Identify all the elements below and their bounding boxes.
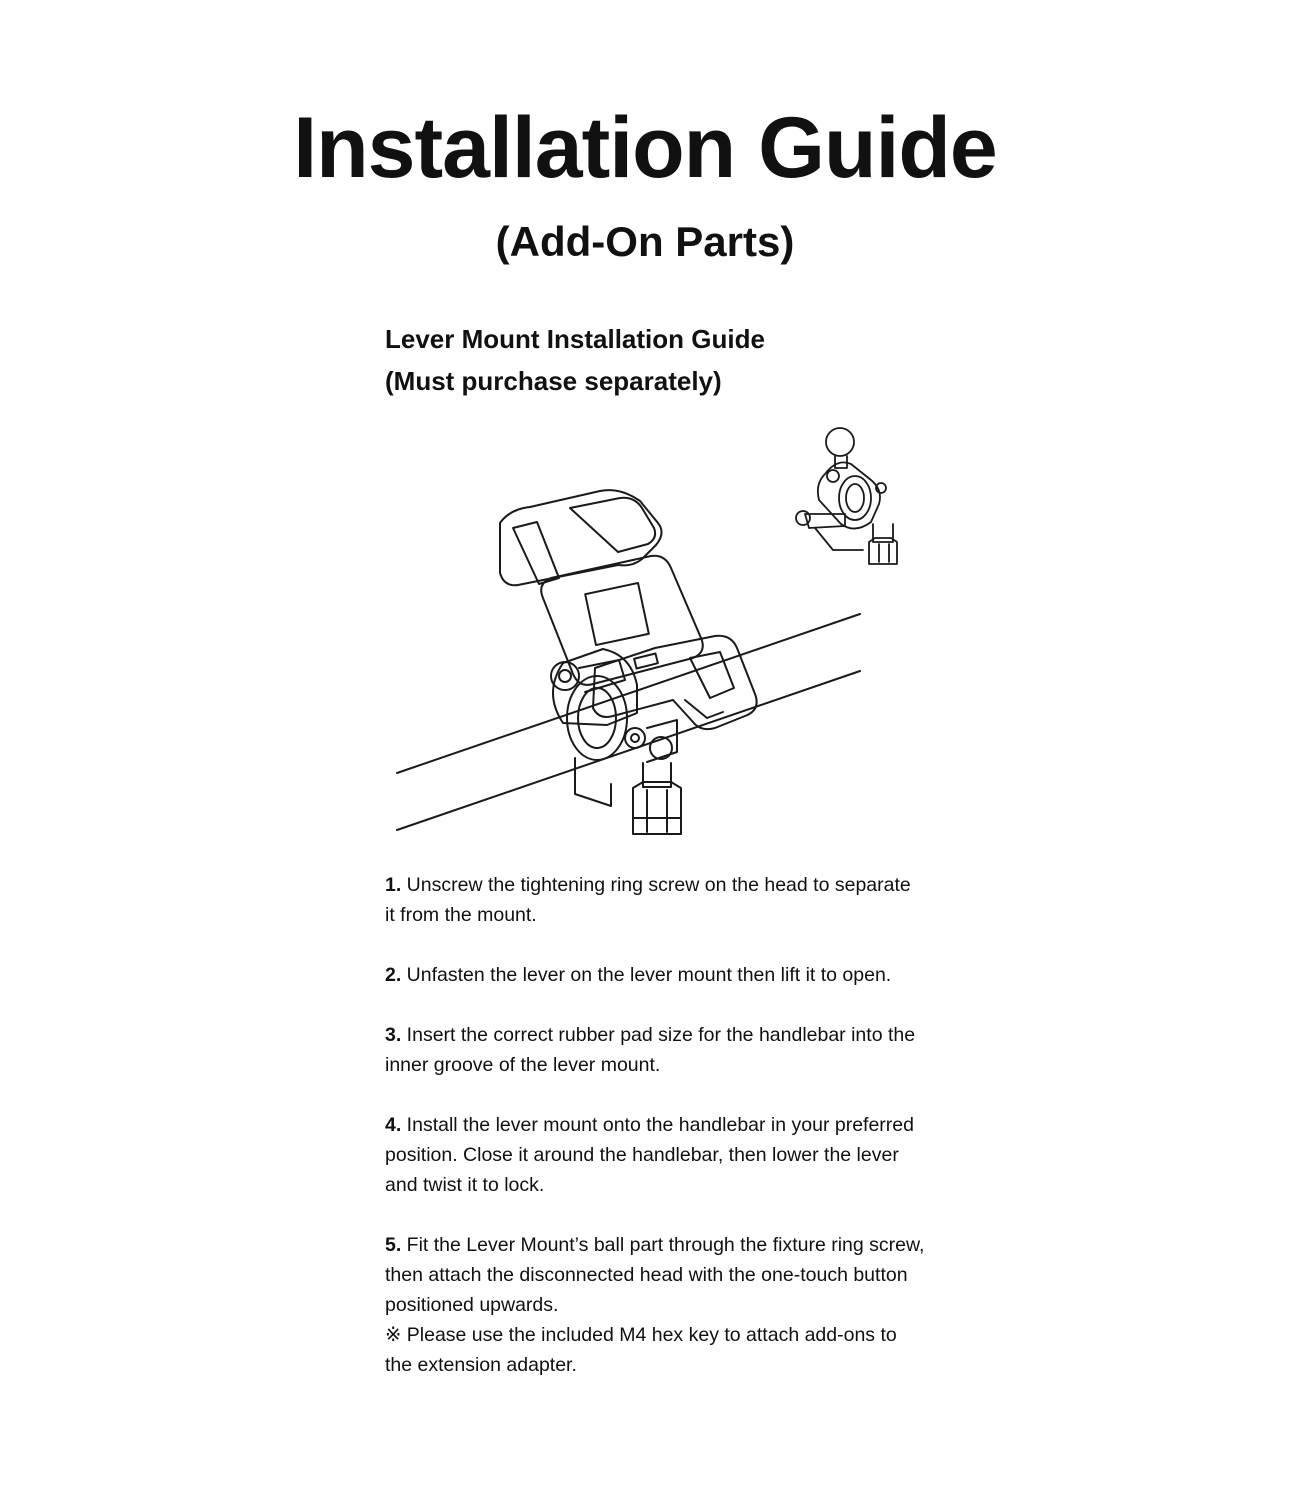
step-number: 2. [385, 964, 402, 986]
step-text: Fit the Lever Mount’s ball part through the fixture ring screw, then attach the disconnected head with the one-touch button positioned upwards. [385, 1234, 925, 1316]
step-1 [385, 870, 925, 930]
step-number: 5. [385, 1234, 402, 1256]
step-4 [385, 1110, 925, 1200]
step-number: 3. [385, 1024, 402, 1046]
step-text: Unfasten the lever on the lever mount then lift it to open. [401, 964, 892, 986]
lever-mount-inset-icon [796, 428, 897, 564]
step-number: 1. [385, 874, 402, 896]
step-text: Install the lever mount onto the handlebar in your preferred position. Close it around the handlebar, then lower the lever and twist it to lock. [385, 1114, 914, 1196]
section-heading [385, 318, 985, 402]
page-title: Installation Guide [293, 100, 997, 196]
section-heading-line2: (Must purchase separately) [385, 366, 722, 396]
step-2 [385, 960, 925, 990]
step-number: 4. [385, 1114, 402, 1136]
page-subtitle: (Add-On Parts) [495, 218, 795, 265]
step-text: Unscrew the tightening ring screw on the head to separate it from the mount. [385, 874, 911, 926]
lever-mount-illustration [385, 418, 945, 848]
hex-key-note: ※ Please use the included M4 hex key to attach add-ons to the extension adapter. [385, 1324, 897, 1376]
step-3 [385, 1020, 925, 1080]
handlebar-icon [397, 614, 860, 830]
step-5 [385, 1230, 925, 1380]
step-text: Insert the correct rubber pad size for the handlebar into the inner groove of the lever mount. [385, 1024, 916, 1076]
step-list [385, 870, 925, 1410]
section-heading-line1: Lever Mount Installation Guide [385, 324, 765, 354]
